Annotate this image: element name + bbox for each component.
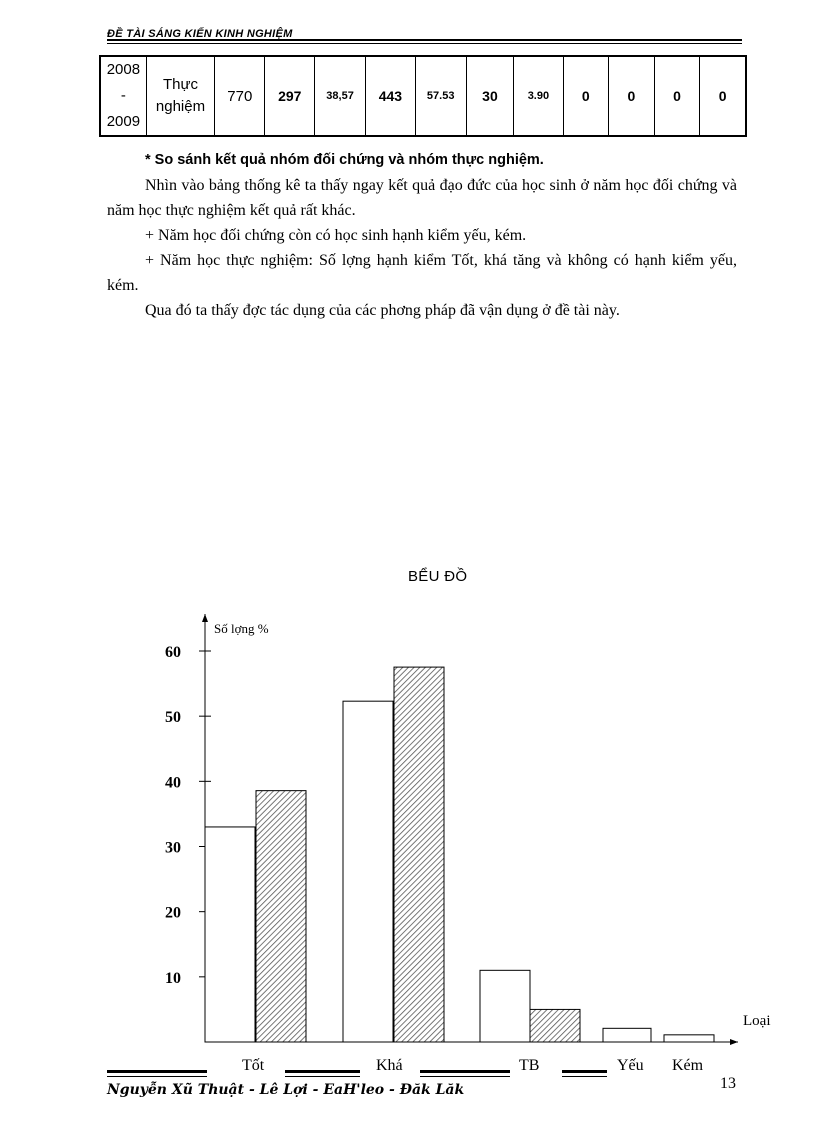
fair-count-cell: 443 xyxy=(366,56,416,136)
page-number: 13 xyxy=(720,1075,736,1092)
header-title: ĐỀ TÀI SÁNG KIẾN KINH NGHIỆM xyxy=(107,28,293,40)
poor-percent-cell: 0 xyxy=(700,56,746,136)
year-cell xyxy=(100,56,146,136)
bar-control xyxy=(664,1035,714,1042)
bar-experimental xyxy=(394,667,444,1042)
bar-experimental xyxy=(256,791,306,1042)
bar-chart xyxy=(0,600,816,1070)
x-axis-arrow xyxy=(730,1039,738,1045)
statistics-table xyxy=(99,55,747,137)
x-axis-label: Loại xyxy=(743,1013,771,1029)
good-percent-cell: 38,57 xyxy=(315,56,366,136)
year-start: 2008 xyxy=(106,61,141,78)
year-dash: - xyxy=(120,87,126,104)
average-count-cell: 30 xyxy=(466,56,514,136)
footer-rule xyxy=(562,1070,607,1073)
category-label: Kém xyxy=(672,1057,704,1070)
fair-percent-cell: 57.53 xyxy=(415,56,466,136)
y-tick-label: 40 xyxy=(165,774,181,792)
paragraph: Qua đó ta thấy đợc tác dụng của các phơng pháp đã vận dụng ở đề tài này. xyxy=(145,302,620,319)
footer-rule xyxy=(420,1070,510,1073)
category-label: Tốt xyxy=(242,1057,265,1070)
bar-control xyxy=(343,701,393,1042)
y-tick-label: 20 xyxy=(165,904,181,922)
type-line2: nghiệm xyxy=(155,98,206,115)
average-percent-cell: 3.90 xyxy=(514,56,563,136)
category-label: Yếu xyxy=(617,1057,644,1070)
header-rule xyxy=(107,39,742,41)
paragraph: + Năm học thực nghiệm: Số lợng hạnh kiểm Tốt, khá tăng và không có hạnh kiểm yếu, kém. xyxy=(107,252,737,294)
y-tick-label: 50 xyxy=(165,709,181,727)
category-label: TB xyxy=(519,1057,540,1070)
footer-rule xyxy=(107,1070,207,1073)
total-cell: 770 xyxy=(215,56,265,136)
year-end: 2009 xyxy=(106,113,141,130)
paragraph: + Năm học đối chứng còn có học sinh hạnh kiểm yếu, kém. xyxy=(145,227,527,244)
bar-control xyxy=(603,1028,651,1042)
bar-control xyxy=(205,827,255,1042)
category-label: Khá xyxy=(376,1057,403,1070)
bar-experimental xyxy=(530,1009,580,1042)
body-text xyxy=(107,148,737,323)
comparison-heading: * So sánh kết quả nhóm đối chứng và nhóm thực nghiệm. xyxy=(145,152,544,168)
header-rule-thin xyxy=(107,43,742,44)
type-line1: Thực xyxy=(162,76,199,93)
y-axis-label: Số lợng % xyxy=(214,621,269,636)
footer-rule xyxy=(285,1070,360,1073)
bar-control xyxy=(480,970,530,1042)
y-tick-label: 30 xyxy=(165,839,181,857)
footer-author: Nguyễn Xũ Thuật - Lê Lợi - EaH'leo - Đăk Lăk xyxy=(107,1082,465,1098)
good-count-cell: 297 xyxy=(265,56,315,136)
chart-title: BỂU ĐỒ xyxy=(408,568,468,585)
y-tick-label: 60 xyxy=(165,644,181,661)
poor-count-cell: 0 xyxy=(654,56,700,136)
y-axis-arrow xyxy=(202,614,208,622)
type-cell xyxy=(146,56,214,136)
page-header xyxy=(107,28,742,46)
weak-percent-cell: 0 xyxy=(609,56,655,136)
y-tick-label: 10 xyxy=(165,969,181,987)
table-row xyxy=(100,56,746,136)
paragraph: Nhìn vào bảng thống kê ta thấy ngay kết quả đạo đức của học sinh ở năm học đối chứng và năm học thực nghiệm kết quả rất khác. xyxy=(107,177,737,219)
weak-count-cell: 0 xyxy=(563,56,609,136)
